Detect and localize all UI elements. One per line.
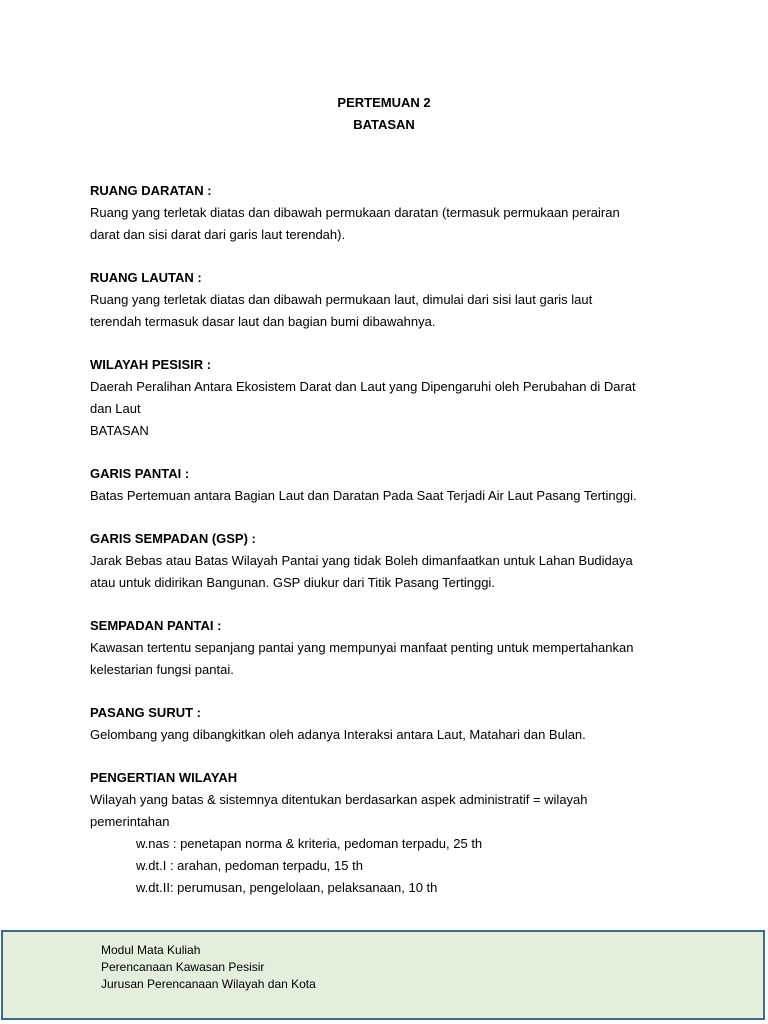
- section-text-line: atau untuk didirikan Bangunan. GSP diukur dari Titik Pasang Tertinggi.: [90, 575, 495, 590]
- section-text-line: Jarak Bebas atau Batas Wilayah Pantai yang tidak Boleh dimanfaatkan untuk Lahan Budidaya: [90, 553, 633, 568]
- document-body: [90, 180, 690, 920]
- section-wilayah-pesisir: [90, 354, 690, 442]
- section-text-line: terendah termasuk dasar laut dan bagian bumi dibawahnya.: [90, 314, 436, 329]
- section-text-line: Gelombang yang dibangkitkan oleh adanya Interaksi antara Laut, Matahari dan Bulan.: [90, 727, 586, 742]
- section-heading: WILAYAH PESISIR :: [90, 357, 212, 372]
- section-text-line: darat dan sisi darat dari garis laut terendah).: [90, 227, 346, 242]
- footer-line-course: Perencanaan Kawasan Pesisir: [101, 960, 265, 974]
- section-heading: GARIS PANTAI :: [90, 466, 190, 481]
- document-title: PERTEMUAN 2: [337, 95, 431, 110]
- section-ruang-lautan: [90, 267, 690, 333]
- section-text-line: Ruang yang terletak diatas dan dibawah permukaan laut, dimulai dari sisi laut garis laut: [90, 292, 593, 307]
- section-heading: PENGERTIAN WILAYAH: [90, 770, 238, 785]
- section-heading: PASANG SURUT :: [90, 705, 201, 720]
- indented-list-item: w.dt.II: perumusan, pengelolaan, pelaksanaan, 10 th: [136, 880, 438, 895]
- section-pasang-surut: [90, 702, 690, 746]
- section-text-line: dan Laut: [90, 401, 141, 416]
- document-subtitle: BATASAN: [353, 117, 415, 132]
- footer-box: [1, 930, 765, 1020]
- section-garis-pantai: [90, 463, 690, 507]
- footer-line-module: Modul Mata Kuliah: [101, 943, 201, 957]
- footer-line-department: Jurusan Perencanaan Wilayah dan Kota: [101, 977, 316, 991]
- section-text-line: Kawasan tertentu sepanjang pantai yang mempunyai manfaat penting untuk mempertahankan: [90, 640, 634, 655]
- section-text-line: Batas Pertemuan antara Bagian Laut dan Daratan Pada Saat Terjadi Air Laut Pasang Tertinggi.: [90, 488, 637, 503]
- footer-text: [101, 942, 316, 993]
- indented-list-item: w.dt.I : arahan, pedoman terpadu, 15 th: [136, 858, 363, 873]
- section-pengertian-wilayah: [90, 767, 690, 899]
- section-heading: RUANG LAUTAN :: [90, 270, 202, 285]
- section-garis-sempadan: [90, 528, 690, 594]
- section-text-line: Daerah Peralihan Antara Ekosistem Darat dan Laut yang Dipengaruhi oleh Perubahan di Darat: [90, 379, 636, 394]
- section-text-line: Wilayah yang batas & sistemnya ditentukan berdasarkan aspek administratif = wilayah: [90, 792, 588, 807]
- section-text-line: BATASAN: [90, 423, 149, 438]
- section-ruang-daratan: [90, 180, 690, 246]
- section-text-line: Ruang yang terletak diatas dan dibawah permukaan daratan (termasuk permukaan perairan: [90, 205, 620, 220]
- indented-list-item: w.nas : penetapan norma & kriteria, pedoman terpadu, 25 th: [136, 836, 483, 851]
- section-heading: SEMPADAN PANTAI :: [90, 618, 222, 633]
- section-heading: GARIS SEMPADAN (GSP) :: [90, 531, 256, 546]
- section-sempadan-pantai: [90, 615, 690, 681]
- section-text-line: kelestarian fungsi pantai.: [90, 662, 234, 677]
- section-text-line: pemerintahan: [90, 814, 170, 829]
- section-heading: RUANG DARATAN :: [90, 183, 212, 198]
